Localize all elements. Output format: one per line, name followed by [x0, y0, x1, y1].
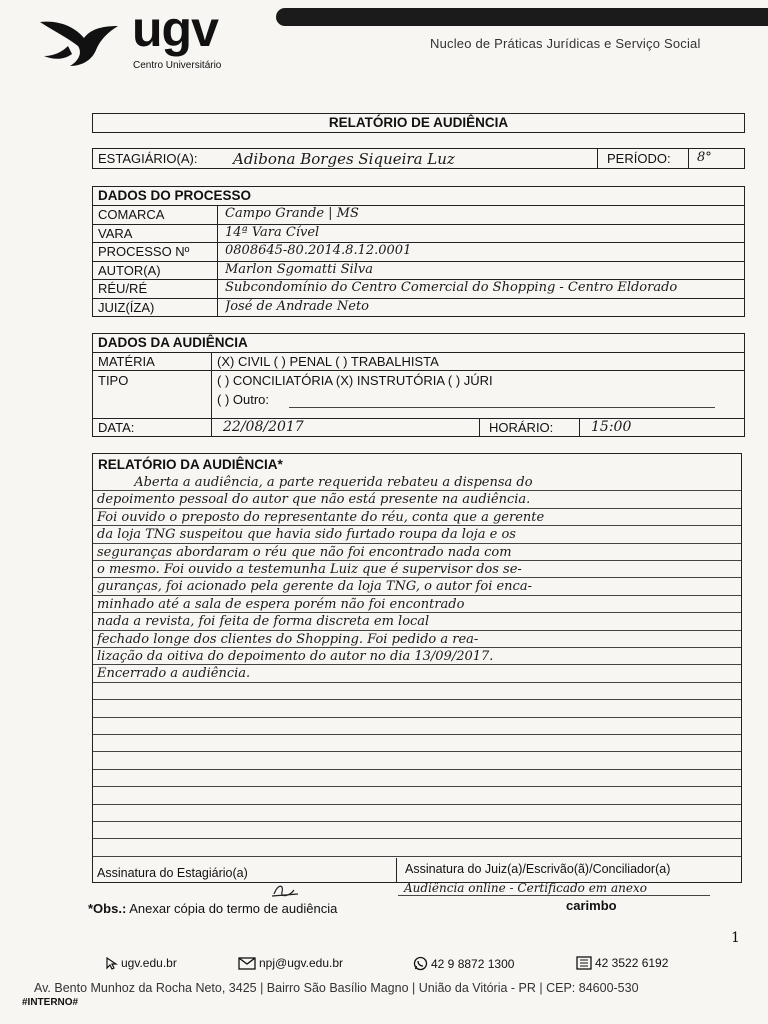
tipo-outro: ( ) Outro:: [217, 392, 270, 407]
carimbo-label: carimbo: [566, 898, 617, 913]
processo-row: [93, 243, 744, 262]
relatorio-line: [93, 700, 741, 717]
header-bar: [276, 8, 768, 26]
relatorio-line: [93, 474, 741, 491]
horario-value: 15:00: [591, 419, 632, 435]
processo-field-value: José de Andrade Neto: [225, 298, 369, 314]
form-title: RELATÓRIO DE AUDIÊNCIA: [328, 115, 509, 130]
processo-field-value: Subcondomínio do Centro Comercial do Shopping - Centro Eldorado: [225, 280, 678, 295]
dados-audiencia-box: [92, 333, 745, 419]
dados-processo-heading: DADOS DO PROCESSO: [98, 188, 252, 203]
footer-whatsapp-text: 42 9 8872 1300: [431, 956, 515, 971]
envelope-icon: [238, 957, 256, 970]
periodo-value: 8°: [697, 150, 712, 165]
obs-note: [88, 901, 337, 916]
dados-processo-box: [92, 186, 745, 317]
relatorio-line: [93, 839, 741, 856]
dados-audiencia-heading: DADOS DA AUDIÊNCIA: [98, 335, 248, 350]
relatorio-line: [93, 787, 741, 804]
relatorio-line: [93, 822, 741, 839]
ugv-logo-subtitle: Centro Universitário: [133, 60, 222, 71]
relatorio-line: [93, 526, 741, 543]
phone-icon: [576, 956, 592, 970]
relatorio-line: [93, 631, 741, 648]
relatorio-line: [93, 613, 741, 630]
assinatura-estagiario-label: Assinatura do Estagiário(a): [97, 866, 248, 880]
relatorio-line: [93, 805, 741, 822]
relatorio-line-text: da loja TNG suspeitou que havia sido furtado roupa da loja e os: [97, 527, 516, 543]
cursor-click-icon: [102, 956, 118, 970]
relatorio-line-text: Aberta a audiência, a parte requerida rebateu a dispensa do: [97, 475, 533, 490]
processo-field-label: PROCESSO Nº: [98, 244, 190, 259]
relatorio-line: [93, 718, 741, 735]
processo-row: [93, 206, 744, 225]
relatorio-line: [93, 578, 741, 595]
data-horario-row: [92, 418, 745, 437]
data-label: DATA:: [98, 420, 135, 435]
relatorio-line-text: seguranças abordaram o réu que não foi encontrado nada com: [97, 544, 512, 560]
obs-text: Anexar cópia do termo de audiência: [129, 901, 338, 916]
footer-whatsapp[interactable]: [413, 956, 514, 971]
processo-field-value: 14ª Vara Cível: [225, 224, 320, 240]
relatorio-box: [92, 453, 742, 883]
processo-field-label: COMARCA: [98, 207, 165, 222]
relatorio-heading: RELATÓRIO DA AUDIÊNCIA*: [98, 457, 283, 472]
relatorio-line: [93, 752, 741, 769]
processo-row: [93, 262, 744, 281]
relatorio-line-text: Encerrado a audiência.: [97, 666, 251, 682]
assinatura-juiz-label: Assinatura do Juiz(a)/Escrivão(ã)/Conciliador(a): [405, 862, 671, 876]
data-value: 22/08/2017: [223, 419, 304, 435]
processo-row: [93, 225, 744, 244]
horario-label: HORÁRIO:: [489, 420, 554, 435]
processo-row: [93, 299, 744, 318]
relatorio-line: [93, 509, 741, 526]
relatorio-line: [93, 665, 741, 682]
form-title-box: [92, 113, 745, 133]
materia-label: MATÉRIA: [98, 354, 155, 369]
relatorio-line: [93, 561, 741, 578]
whatsapp-icon: [413, 956, 428, 971]
processo-field-label: JUIZ(ÍZA): [98, 299, 155, 315]
tipo-label: TIPO: [98, 373, 129, 388]
relatorio-line-text: o mesmo. Foi ouvido a testemunha Luiz que é supervisor dos se-: [97, 562, 522, 577]
footer-tag: #INTERNO#: [22, 997, 79, 1008]
processo-field-value: 0808645-80.2014.8.12.0001: [225, 243, 412, 258]
relatorio-line: [93, 770, 741, 787]
relatorio-line-text: minhado até a sala de espera porém não foi encontrado: [97, 596, 465, 612]
materia-options: (X) CIVIL ( ) PENAL ( ) TRABALHISTA: [217, 354, 439, 369]
footer-email-text: npj@ugv.edu.br: [259, 956, 344, 970]
relatorio-line: [93, 544, 741, 561]
relatorio-line-text: guranças, foi acionado pela gerente da loja TNG, o autor foi enca-: [97, 579, 532, 595]
juiz-signature-value: Audiência online - Certificado em anexo: [404, 881, 647, 895]
estagiario-label: ESTAGIÁRIO(A):: [98, 151, 198, 166]
footer-phone[interactable]: [576, 956, 668, 970]
relatorio-line: [93, 683, 741, 700]
institution-name: Nucleo de Práticas Jurídicas e Serviço Social: [430, 36, 701, 51]
footer-site-text: ugv.edu.br: [121, 956, 177, 970]
relatorio-line: [93, 596, 741, 613]
footer-phone-text: 42 3522 6192: [595, 956, 669, 970]
tipo-options: ( ) CONCILIATÓRIA (X) INSTRUTÓRIA ( ) JÚRI: [217, 373, 493, 388]
footer-address: Av. Bento Munhoz da Rocha Neto, 3425 | Bairro São Basílio Magno | União da Vitória - PR | CEP: 84600-530: [34, 981, 639, 995]
relatorio-line-text: Foi ouvido o preposto do representante do réu, conta que a gerente: [97, 509, 545, 525]
relatorio-line-text: depoimento pessoal do autor que não está presente na audiência.: [97, 492, 531, 508]
relatorio-line-text: fechado longe dos clientes do Shopping. Foi pedido a rea-: [97, 631, 479, 647]
ugv-logo-text: ugv: [132, 1, 218, 57]
relatorio-line-text: nada a revista, foi feita de forma discreta em local: [97, 614, 430, 630]
obs-prefix: *Obs.:: [88, 901, 127, 916]
footer-site[interactable]: [102, 956, 177, 970]
relatorio-line: [93, 491, 741, 508]
relatorio-line-text: lização da oitiva do depoimento do autor no dia 13/09/2017.: [97, 649, 494, 664]
ugv-logo-bird-icon: [38, 16, 120, 70]
page-number: 1: [731, 930, 740, 946]
footer-email[interactable]: [238, 956, 343, 970]
relatorio-line: [93, 735, 741, 752]
estagiario-row: [92, 148, 745, 169]
periodo-label: PERÍODO:: [607, 151, 671, 166]
estagiario-signature-icon: [270, 880, 300, 900]
processo-row: [93, 280, 744, 299]
processo-field-value: Marlon Sgomatti Silva: [225, 261, 373, 277]
processo-field-label: RÉU/RÉ: [98, 281, 148, 296]
estagiario-value: Adibona Borges Siqueira Luz: [233, 150, 455, 168]
processo-field-value: Campo Grande | MS: [225, 206, 359, 221]
relatorio-line: [93, 648, 741, 665]
processo-field-label: VARA: [98, 225, 133, 241]
processo-field-label: AUTOR(A): [98, 262, 161, 278]
